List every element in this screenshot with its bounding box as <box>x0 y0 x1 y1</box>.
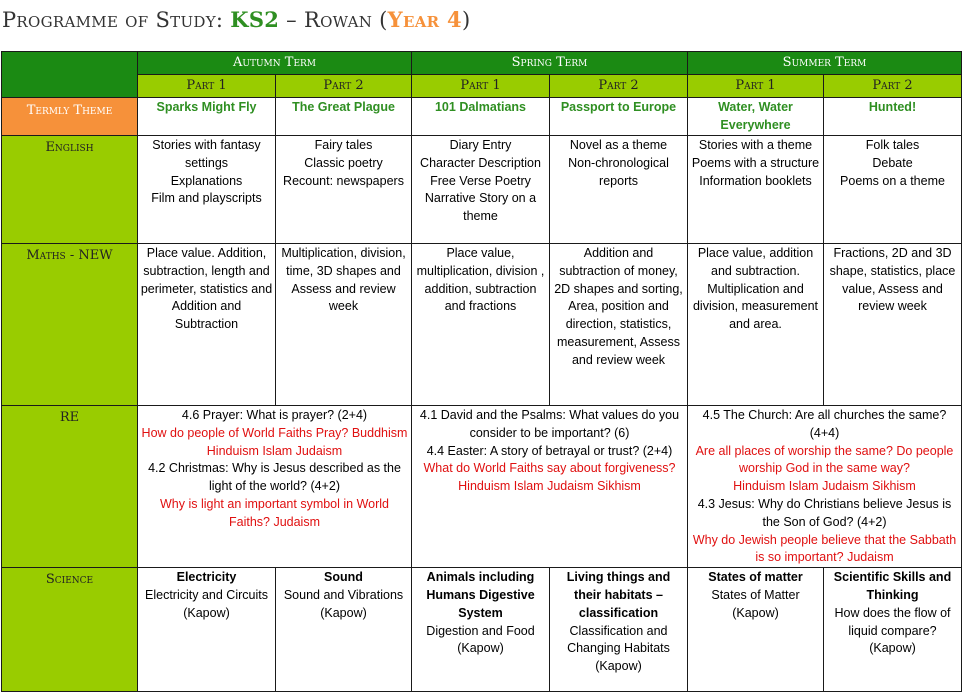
title-suffix: ) <box>461 8 471 32</box>
re-cell-summer <box>688 406 962 568</box>
re-line-world-faiths: Are all places of worship the same? Do people worship God in the same way? <box>695 443 954 476</box>
english-item: Fairy tales <box>314 138 373 152</box>
re-cell-autumn <box>138 406 412 568</box>
english-item: Folk tales <box>865 138 920 152</box>
science-source: (Kapow) <box>183 605 230 620</box>
re-line: 4.2 Christmas: Why is Jesus described as the light of the world? (4+2) <box>148 461 401 494</box>
theme-cell: Sparks Might Fly <box>138 98 276 136</box>
part-header: Part 1 <box>688 75 824 98</box>
title-year: Year 4 <box>387 7 462 32</box>
science-unit: States of Matter <box>711 587 800 602</box>
science-cell <box>412 568 550 692</box>
english-item: Narrative Story on a theme <box>424 191 537 224</box>
english-cell <box>688 136 824 244</box>
row-header-re: RE <box>2 406 138 568</box>
term-header-summer: Summer Term <box>688 52 962 75</box>
english-cell <box>276 136 412 244</box>
english-item: Free Verse Poetry <box>430 173 531 188</box>
english-cell <box>550 136 688 244</box>
english-item: Film and playscripts <box>151 191 262 206</box>
english-item: Classic poetry <box>304 155 383 170</box>
english-item: Non-chronological reports <box>568 155 669 188</box>
english-item: Novel as a theme <box>569 138 668 152</box>
term-header-autumn: Autumn Term <box>138 52 412 75</box>
title-key-stage: KS2 <box>230 7 280 32</box>
part-header: Part 2 <box>276 75 412 98</box>
maths-cell: Place value, addition and subtraction. Multiplication and division, measurement and area. <box>688 244 824 406</box>
science-cell <box>824 568 962 692</box>
row-header-science: Science <box>2 568 138 692</box>
part-header: Part 1 <box>138 75 276 98</box>
page-title <box>2 2 470 38</box>
science-cell <box>688 568 824 692</box>
english-cell <box>824 136 962 244</box>
theme-cell: Passport to Europe <box>550 98 688 136</box>
re-line: 4.1 David and the Psalms: What values do you consider to be important? (6) <box>419 408 680 440</box>
re-line-world-faiths: How do people of World Faiths Pray? Buddhism Hinduism Islam Judaism <box>141 425 408 458</box>
maths-cell: Multiplication, division, time, 3D shapes and Assess and review week <box>276 244 412 406</box>
term-header-spring: Spring Term <box>412 52 688 75</box>
science-unit: Digestion and Food <box>426 623 535 638</box>
re-line-world-faiths: Why do Jewish people believe that the Sabbath is so important? Judaism <box>692 532 957 565</box>
re-line-world-faiths: Why is light an important symbol in World Faiths? Judaism <box>159 496 390 529</box>
part-header: Part 2 <box>550 75 688 98</box>
re-line: 4.6 Prayer: What is prayer? (2+4) <box>181 408 368 422</box>
maths-cell: Place value. Addition, subtraction, length and perimeter, statistics and Addition and Subtraction <box>138 244 276 406</box>
theme-cell: The Great Plague <box>276 98 412 136</box>
theme-cell: Hunted! <box>824 98 962 136</box>
english-item: Stories with a theme <box>698 138 813 152</box>
science-topic: Electricity <box>176 570 237 585</box>
english-item: Information booklets <box>699 173 812 188</box>
science-topic: Sound <box>324 570 363 585</box>
science-unit: Electricity and Circuits <box>145 587 268 602</box>
science-unit: Sound and Vibrations <box>283 587 404 602</box>
theme-cell: Water, Water Everywhere <box>688 98 824 136</box>
science-unit: How does the flow of liquid compare? <box>834 605 951 638</box>
science-unit: Classification and Changing Habitats <box>567 623 670 656</box>
science-topic: States of matter <box>708 570 803 585</box>
maths-cell: Addition and subtraction of money, 2D shapes and sorting, Area, position and direction, statistics, measurement, Assess and review week <box>550 244 688 406</box>
english-item: Explanations <box>170 173 243 188</box>
science-topic: Animals including Humans Digestive System <box>426 570 535 620</box>
science-source: (Kapow) <box>595 659 642 674</box>
row-header-english: English <box>2 136 138 244</box>
english-item: Diary Entry <box>449 138 512 152</box>
english-item: Poems on a theme <box>840 173 945 188</box>
science-source: (Kapow) <box>457 641 504 656</box>
re-line: 4.3 Jesus: Why do Christians believe Jesus is the Son of God? (4+2) <box>697 496 952 529</box>
theme-cell: 101 Dalmatians <box>412 98 550 136</box>
english-item: Recount: newspapers <box>283 173 404 188</box>
re-line: 4.4 Easter: A story of betrayal or trust? (2+4) <box>426 443 673 458</box>
science-source: (Kapow) <box>869 641 916 656</box>
science-source: (Kapow) <box>732 605 779 620</box>
re-line-world-faiths: Hinduism Islam Judaism Sikhism <box>458 479 641 494</box>
re-cell-spring <box>412 406 688 568</box>
re-line-world-faiths: What do World Faiths say about forgiveness? <box>423 461 676 476</box>
programme-table <box>1 51 962 692</box>
re-line-world-faiths: Hinduism Islam Judaism Sikhism <box>733 479 916 494</box>
re-line: 4.5 The Church: Are all churches the same? (4+4) <box>702 408 947 440</box>
science-source: (Kapow) <box>320 605 367 620</box>
title-class: – Rowan ( <box>279 8 388 32</box>
corner-cell <box>2 52 138 98</box>
english-item: Poems with a structure <box>691 155 820 170</box>
science-cell <box>550 568 688 692</box>
science-topic: Living things and their habitats – classification <box>566 570 671 620</box>
maths-cell: Fractions, 2D and 3D shape, statistics, place value, Assess and review week <box>824 244 962 406</box>
part-header: Part 2 <box>824 75 962 98</box>
science-cell <box>276 568 412 692</box>
science-cell <box>138 568 276 692</box>
english-item: Stories with fantasy settings <box>152 138 261 170</box>
english-cell <box>138 136 276 244</box>
part-header: Part 1 <box>412 75 550 98</box>
row-header-maths: Maths - NEW <box>2 244 138 406</box>
english-item: Character Description <box>420 155 541 170</box>
row-header-termly-theme: Termly Theme <box>2 98 138 136</box>
maths-cell: Place value, multiplication, division , addition, subtraction and fractions <box>412 244 550 406</box>
english-cell <box>412 136 550 244</box>
science-topic: Scientific Skills and Thinking <box>833 570 952 602</box>
title-prefix: Programme of Study: <box>2 8 231 32</box>
english-item: Debate <box>872 155 913 170</box>
